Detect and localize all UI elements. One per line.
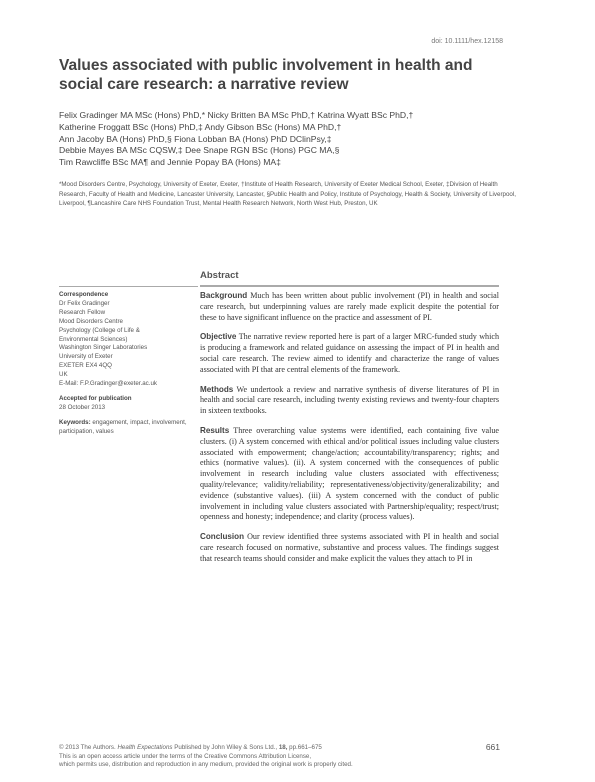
- correspondence-line: Research Fellow: [59, 308, 106, 316]
- author-line: Felix Gradinger MA MSc (Hons) PhD,* Nicky Britten BA MSc PhD,† Katrina Wyatt BSc PhD,†: [59, 110, 414, 120]
- article-title: Values associated with public involvement in health and social care research: a narrative review: [59, 57, 473, 93]
- footer: [59, 744, 499, 770]
- abstract-divider: [200, 285, 499, 287]
- footer-license-cont: which permits use, distribution and reproduction in any medium, provided the original work is properly cited.: [59, 761, 353, 769]
- author-line: Tim Rawcliffe BSc MA¶ and Jennie Popay BA (Hons) MA‡: [59, 157, 281, 168]
- section-text: The narrative review reported here is part of a larger MRC-funded study which is producing a framework and related guidance on assessing the impact of PI in health and social care research. The review aimed to identify and characterize the range of values associated with PI that are central elements of the framework.: [200, 332, 499, 374]
- section-heading: Methods: [200, 384, 234, 394]
- keywords-list: engagement, impact, involvement, participation, values: [59, 418, 187, 435]
- section-text: Our review identified three systems associated with PI in health and social care research focused on normative, substantive and process values. The findings suggest that research teams should consider and make explicit the values they attach to PI in: [200, 532, 499, 563]
- correspondence-heading: Correspondence: [59, 291, 109, 298]
- abstract-section-objective: [200, 332, 499, 375]
- correspondence-email[interactable]: E-Mail: F.P.Gradinger@exeter.ac.uk: [59, 380, 157, 388]
- correspondence-line: Psychology (College of Life &: [59, 326, 140, 334]
- journal-name: Health Expectations: [117, 744, 173, 751]
- accepted-date: 28 October 2013: [59, 403, 106, 411]
- page-number: 661: [485, 742, 500, 752]
- author-line: Ann Jacoby BA (Hons) PhD,§ Fiona Lobban BA (Hons) PhD DClinPsy,‡: [59, 133, 332, 144]
- section-heading: Conclusion: [200, 532, 245, 542]
- author-list: [59, 110, 519, 169]
- accepted-heading: Accepted for publication: [59, 394, 132, 402]
- footer-copyright: © 2013 The Authors. Health Expectations Published by John Wiley & Sons Ltd., 18, pp.661–675: [59, 744, 322, 751]
- abstract-section-results: [200, 426, 499, 523]
- page-range: pp.661–675: [289, 744, 322, 751]
- correspondence-line: University of Exeter: [59, 353, 113, 361]
- doi[interactable]: doi: 10.1111/hex.12158: [431, 38, 503, 45]
- abstract-body: [200, 291, 499, 574]
- sidebar: [59, 291, 194, 437]
- correspondence-line: EXETER EX4 4QQ: [59, 362, 112, 370]
- footer-license: This is an open access article under the terms of the Creative Commons Attribution License,: [59, 752, 312, 760]
- abstract-heading: Abstract: [200, 270, 239, 281]
- abstract-section-background: [200, 291, 499, 323]
- correspondence-line: Dr Felix Gradinger: [59, 299, 110, 307]
- author-line: Debbie Mayes BA MSc CQSW,‡ Dee Snape RGN BSc (Hons) PGC MA,§: [59, 145, 340, 156]
- author-line: Katherine Froggatt BSc (Hons) PhD,‡ Andy Gibson BSc (Hons) MA PhD,†: [59, 121, 342, 132]
- keywords: [59, 419, 194, 437]
- section-heading: Background: [200, 291, 248, 300]
- section-text: Much has been written about public involvement (PI) in health and social care research, but underpinning values are rarely made explicit despite the potential for these to have significant influence on the practice and assessment of PI.: [200, 291, 499, 322]
- correspondence-line: UK: [59, 371, 68, 379]
- correspondence-line: Washington Singer Laboratories: [59, 344, 148, 352]
- affiliations: *Mood Disorders Centre, Psychology, University of Exeter, Exeter, †Institute of Health Research, University of Exeter Medical School, Exeter, ‡Division of Health Research, Faculty of Health and Medicine, Lancaster University, Lancaster, §Public Health and Policy, Institute of Psychology, Health & Society, University of Liverpool, Liverpool, ¶Lancashire Care NHS Foundation Trust, Mental Health Research Network, North West Hub, Preston, UK: [59, 181, 516, 208]
- sidebar-divider: [59, 286, 198, 287]
- section-heading: Objective: [200, 332, 237, 342]
- section-text: We undertook a review and narrative synthesis of diverse literatures of PI in health and social care research, including twenty existing reviews and twenty-four chapters in sixteen textbooks.: [200, 384, 499, 416]
- abstract-section-conclusion: [200, 532, 499, 564]
- correspondence-line: Environmental Sciences): [59, 335, 128, 343]
- abstract-section-methods: [200, 385, 499, 417]
- section-text: Three overarching value systems were identified, each containing five value clusters. (i) A system concerned with ethical and/or political issues including value clusters associated with empowerment; change/action; accountability/transparency; rights; and ethics (normative values). (ii). A system concerned with the consequences of public involvement in research including value clusters associated with effectiveness; quality/relevance; validity/reliability; representativeness/objectivity/generalizability; and evidence (substantive values). (iii) A system concerned with the conduct of public involvement in including value clusters associated with Partnership/equality; respect/trust; openness and honesty; independence; and clarity (process values).: [200, 425, 499, 522]
- keywords-label: Keywords:: [59, 418, 91, 426]
- correspondence-line: Mood Disorders Centre: [59, 317, 123, 325]
- section-heading: Results: [200, 425, 230, 435]
- volume: 18,: [278, 744, 288, 751]
